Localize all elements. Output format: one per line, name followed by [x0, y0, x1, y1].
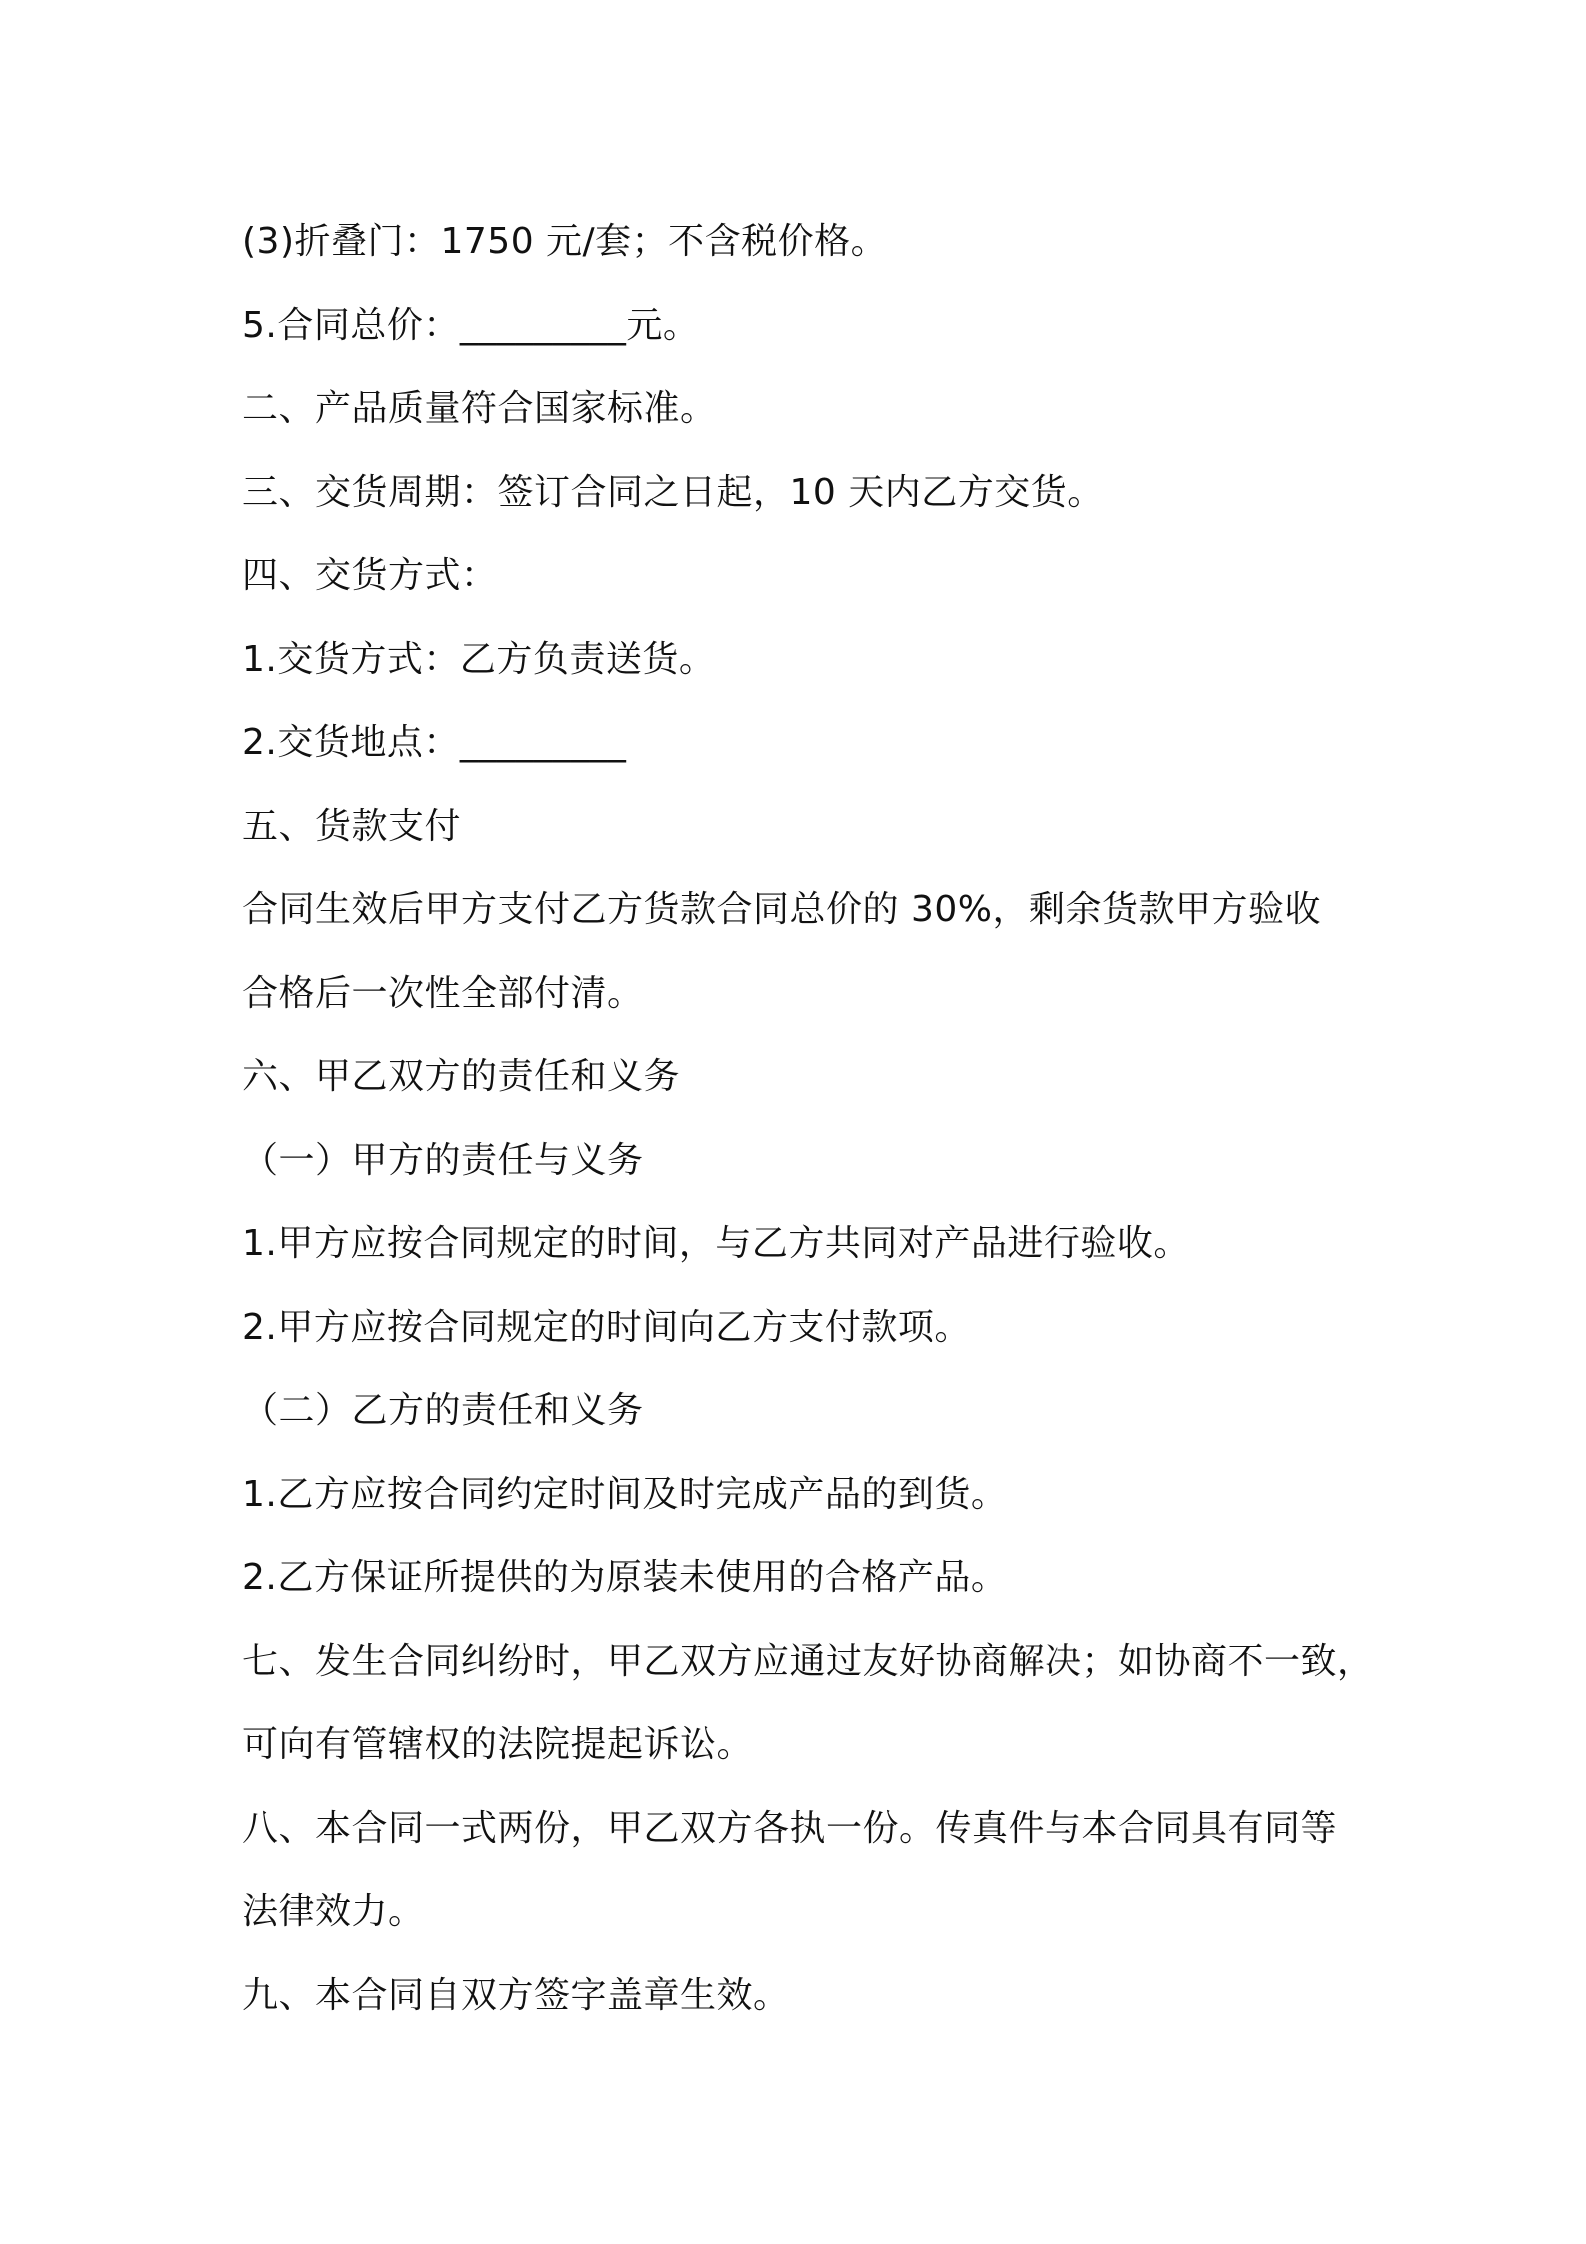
party-a-duty-2: 2.甲方应按合同规定的时间向乙方支付款项。: [242, 1306, 971, 1348]
price-item-folding-door: (3)折叠门：1750 元/套；不含税价格。: [242, 221, 888, 262]
section-7-line-1: 七、发生合同纠纷时，甲乙双方应通过友好协商解决；如协商不一致，: [242, 1640, 1374, 1682]
party-b-duty-2: 2.乙方保证所提供的为原装未使用的合格产品。: [242, 1557, 1008, 1598]
section-4-heading: 四、交货方式：: [242, 555, 498, 596]
section-7-line-2: 可向有管辖权的法院提起诉讼。: [242, 1724, 754, 1765]
section-8-line-1: 八、本合同一式两份，甲乙双方各执一份。传真件与本合同具有同等: [242, 1807, 1338, 1849]
party-b-duty-1: 1.乙方应按合同约定时间及时完成产品的到货。: [242, 1473, 1008, 1515]
payment-paragraph-line-2: 合格后一次性全部付清。: [242, 972, 644, 1014]
section-3-delivery-period: 三、交货周期：签订合同之日起，10 天内乙方交货。: [242, 471, 1104, 513]
section-9: 九、本合同自双方签字盖章生效。: [242, 1974, 790, 2016]
contract-total-price: 5.合同总价：_________元。: [242, 304, 700, 346]
document-body: [242, 200, 1374, 2037]
section-6-heading: 六、甲乙双方的责任和义务: [242, 1056, 681, 1097]
payment-paragraph-line-1: 合同生效后甲方支付乙方货款合同总价的 30%，剩余货款甲方验收: [242, 889, 1321, 930]
section-5-heading: 五、货款支付: [242, 805, 462, 847]
delivery-method: 1.交货方式：乙方负责送货。: [242, 638, 716, 680]
party-b-subheading: （二）乙方的责任和义务: [242, 1390, 644, 1431]
party-a-duty-1: 1.甲方应按合同规定的时间，与乙方共同对产品进行验收。: [242, 1223, 1190, 1264]
delivery-location: 2.交货地点：_________: [242, 722, 627, 763]
section-2-quality: 二、产品质量符合国家标准。: [242, 388, 717, 429]
section-8-line-2: 法律效力。: [242, 1891, 425, 1932]
party-a-subheading: （一）甲方的责任与义务: [242, 1139, 644, 1181]
